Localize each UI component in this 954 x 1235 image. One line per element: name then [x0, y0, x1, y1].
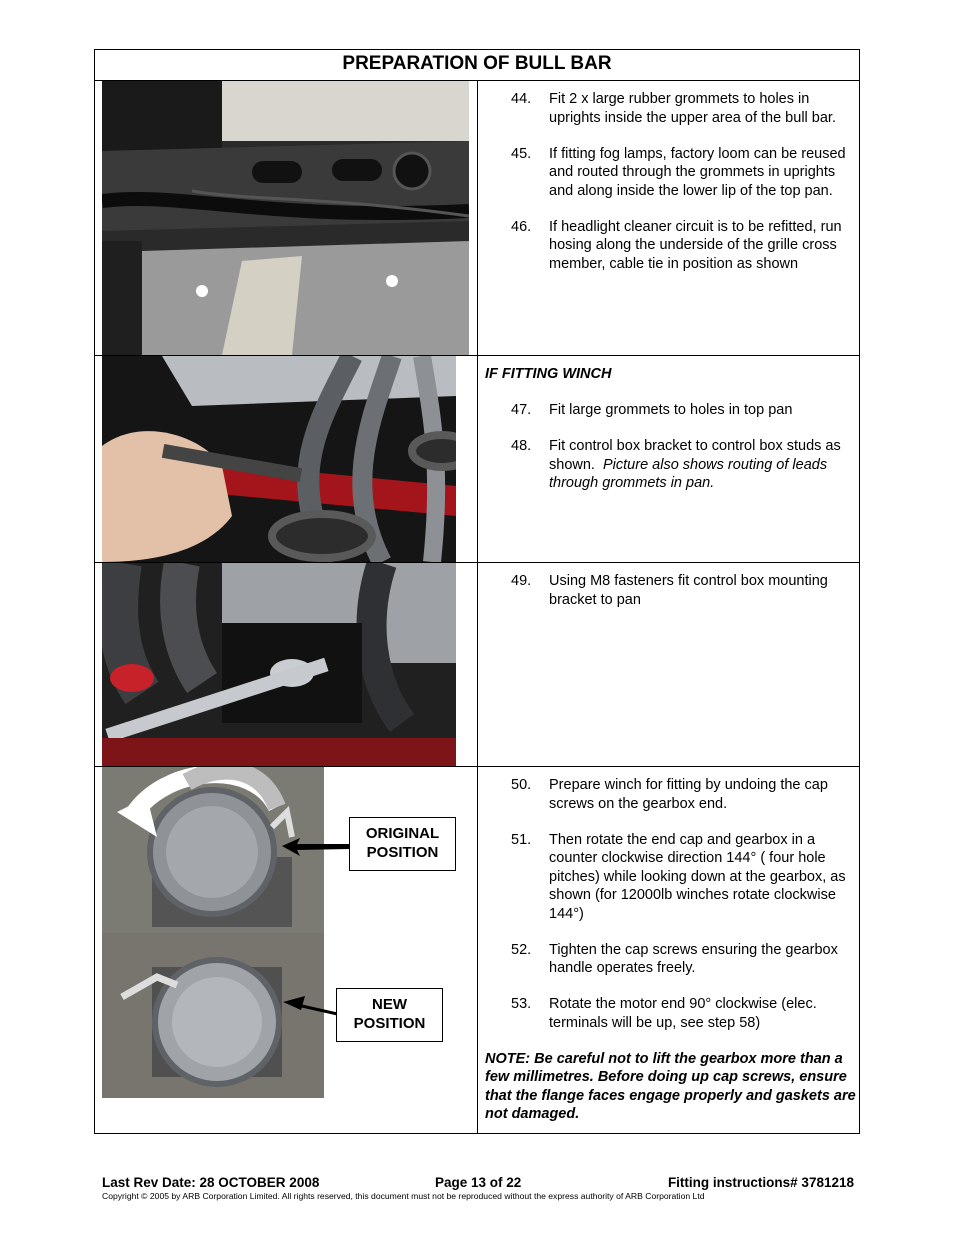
step-53: 53. Rotate the motor end 90° clockwise (elec. terminals will be up, see step 58): [511, 996, 817, 1031]
instruction-table: [94, 49, 860, 1134]
photo-m8-fasteners: [102, 563, 456, 766]
original-position-label: ORIGINAL POSITION: [349, 817, 456, 871]
column-divider: [477, 81, 478, 1134]
row1-steps: [485, 90, 857, 291]
copyright: Copyright © 2005 by ARB Corporation Limited. All rights reserved, this document must not be reproduced without the express authority of ARB Corporation Ltd: [102, 1191, 705, 1201]
step-48: 48. Fit control box bracket to control box studs as shown. Picture also shows routing of leads through grommets in pan.: [511, 438, 841, 491]
row3-steps: [485, 572, 857, 627]
winch-heading: IF FITTING WINCH: [485, 366, 612, 382]
step-45: 45. If fitting fog lamps, factory loom can be reused and routed through the grommets in uprights and along inside the lower lip of the top pan.: [511, 145, 846, 199]
doc-number: Fitting instructions# 3781218: [667, 1175, 854, 1190]
page-footer: [102, 1175, 854, 1201]
new-position-label: NEW POSITION: [336, 988, 443, 1042]
photo-grommets-top-pan: [102, 356, 456, 562]
step-47: 47. Fit large grommets to holes in top pan: [511, 402, 793, 418]
row4-steps: [485, 776, 857, 1124]
step-44: 44. Fit 2 x large rubber grommets to holes in uprights inside the upper area of the bull bar.: [511, 91, 836, 126]
step-51: 51. Then rotate the end cap and gearbox in a counter clockwise direction 144° ( four hole pitches) while looking down at the gearbox, as shown (for 12000lb winches rotate clockwise 144°): [511, 831, 846, 922]
photo-bull-bar-uprights: [102, 81, 469, 355]
step-49: 49. Using M8 fasteners fit control box mounting bracket to pan: [511, 573, 828, 608]
step-50: 50. Prepare winch for fitting by undoing the cap screws on the gearbox end.: [511, 777, 828, 812]
row2-steps: [485, 365, 857, 510]
step-52: 52. Tighten the cap screws ensuring the gearbox handle operates freely.: [511, 941, 838, 976]
page-number: Page 13 of 22: [435, 1175, 522, 1190]
rev-date: Last Rev Date: 28 OCTOBER 2008: [102, 1175, 320, 1190]
gearbox-note: NOTE: Be careful not to lift the gearbox more than a few millimetres. Before doing up cap screws, ensure that the flange faces engage properly and gaskets are not damaged.: [485, 1050, 856, 1122]
step-46: 46. If headlight cleaner circuit is to be refitted, run hosing along the underside of the grille cross member, cable tie in position as shown: [511, 218, 842, 272]
section-title: PREPARATION OF BULL BAR: [95, 50, 859, 81]
